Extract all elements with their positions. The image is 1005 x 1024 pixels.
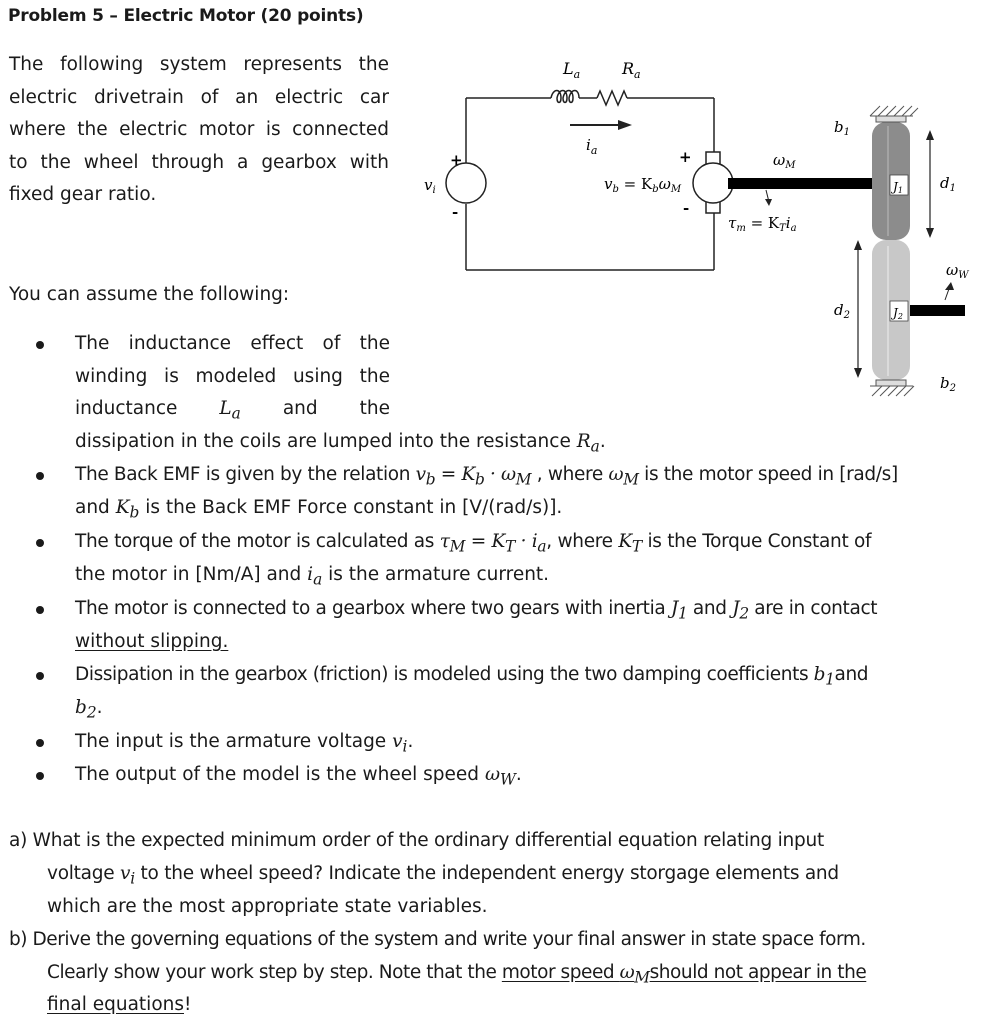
intro-line: where the electric motor is connected xyxy=(9,119,389,141)
bullet-3-line: The torque of the motor is calculated as $\tau_M = K_T \cdot i_a$, where $K_T$ is the Torque Constant of xyxy=(75,531,872,556)
question-b-line: Clearly show your work step by step. Note that the motor speed $\omega_Mshould$ not appear in the xyxy=(47,962,867,987)
question-a-line: a) What is the expected minimum order of the ordinary differential equation relating input xyxy=(9,830,824,851)
problem-title: Problem 5 – Electric Motor (20 points) xyxy=(8,6,364,26)
assumptions-heading: You can assume the following: xyxy=(9,284,290,305)
intro-line: electric drivetrain of an electric car xyxy=(9,86,389,108)
question-a-line: which are the most appropriate state variables. xyxy=(47,896,488,917)
label-Ra: $R_a$ xyxy=(622,59,641,81)
bullet-6-line: The input is the armature voltage $v_i$. xyxy=(75,731,414,756)
bullet-5-line: Dissipation in the gearbox (friction) is modeled using the two damping coefficients $b_1and$ xyxy=(75,664,869,689)
label-La: $L_a$ xyxy=(563,59,581,81)
question-b-line: b) Derive the governing equations of the system and write your final answer in state space form. xyxy=(9,929,866,950)
label-b2: $b_2$ xyxy=(940,374,956,394)
label-source-plus: + xyxy=(450,151,463,169)
question-a-line: voltage $v_i$ to the wheel speed? Indicate the independent energy storgage elements and xyxy=(47,863,839,888)
label-d2: $d_2$ xyxy=(834,301,850,321)
intro-line: to the wheel through a gearbox with xyxy=(9,151,389,173)
label-omega-m: $\omega_M$ xyxy=(773,151,796,171)
bullet-dot xyxy=(36,739,44,747)
bullet-2-line: The Back EMF is given by the relation $v_b = K_b \cdot \omega_M$ , where $\omega_M$ is the motor speed in [rad/s] xyxy=(75,464,898,489)
label-tau-m: $\tau_m = K_Ti_a$ xyxy=(728,214,797,234)
bullet-1-line: The inductance effect of the xyxy=(75,333,390,354)
bullet-4-line: The motor is connected to a gearbox where two gears with inertia $J_1$ and $J_2$ are in contact xyxy=(75,598,878,623)
bullet-5-line: $b_2$. xyxy=(75,697,103,722)
text-fragment: and xyxy=(282,398,318,419)
label-motor-plus: + xyxy=(679,148,692,166)
label-vb: $v_b = K_b\omega_M$ xyxy=(604,175,682,195)
bullet-1-line: dissipation in the coils are lumped into the resistance $R_a$. xyxy=(75,431,606,456)
intro-line: The following system represents the xyxy=(9,54,389,75)
label-source-minus: - xyxy=(452,203,459,221)
bullet-dot xyxy=(36,539,44,547)
label-ia: $i_a$ xyxy=(586,136,598,157)
bullet-4-line: without slipping. xyxy=(75,631,229,652)
bullet-dot xyxy=(36,772,44,780)
bullet-7-line: The output of the model is the wheel speed $\omega_W$. xyxy=(75,764,522,789)
bullet-1-line xyxy=(75,393,390,430)
label-b1: $b_1$ xyxy=(834,118,850,138)
label-J2: J2 xyxy=(893,306,903,321)
label-vi: $v_i$ xyxy=(424,176,436,196)
bullet-3-line: the motor in [Nm/A] and $i_a$ is the armature current. xyxy=(75,564,550,589)
label-J1: J1 xyxy=(893,180,903,195)
label-d1: $d_1$ xyxy=(940,174,956,194)
question-b-line: final equations! xyxy=(47,994,192,1015)
bullet-dot xyxy=(36,472,44,480)
bullet-dot xyxy=(36,672,44,680)
math-Ra: $R_a$ xyxy=(576,431,600,456)
label-omega-w: $\omega_W$ xyxy=(946,261,969,281)
text-fragment: the xyxy=(359,398,390,419)
intro-line: fixed gear ratio. xyxy=(9,184,157,206)
bullet-dot xyxy=(36,341,44,349)
math-La: $L_a$ xyxy=(219,398,241,423)
label-motor-minus: - xyxy=(683,199,690,217)
text-fragment: inductance xyxy=(75,398,178,419)
bullet-dot xyxy=(36,606,44,614)
bullet-2-line: and $K_b$ is the Back EMF Force constant in [V/(rad/s)]. xyxy=(75,497,563,522)
bullet-1-line: winding is modeled using the xyxy=(75,366,390,387)
